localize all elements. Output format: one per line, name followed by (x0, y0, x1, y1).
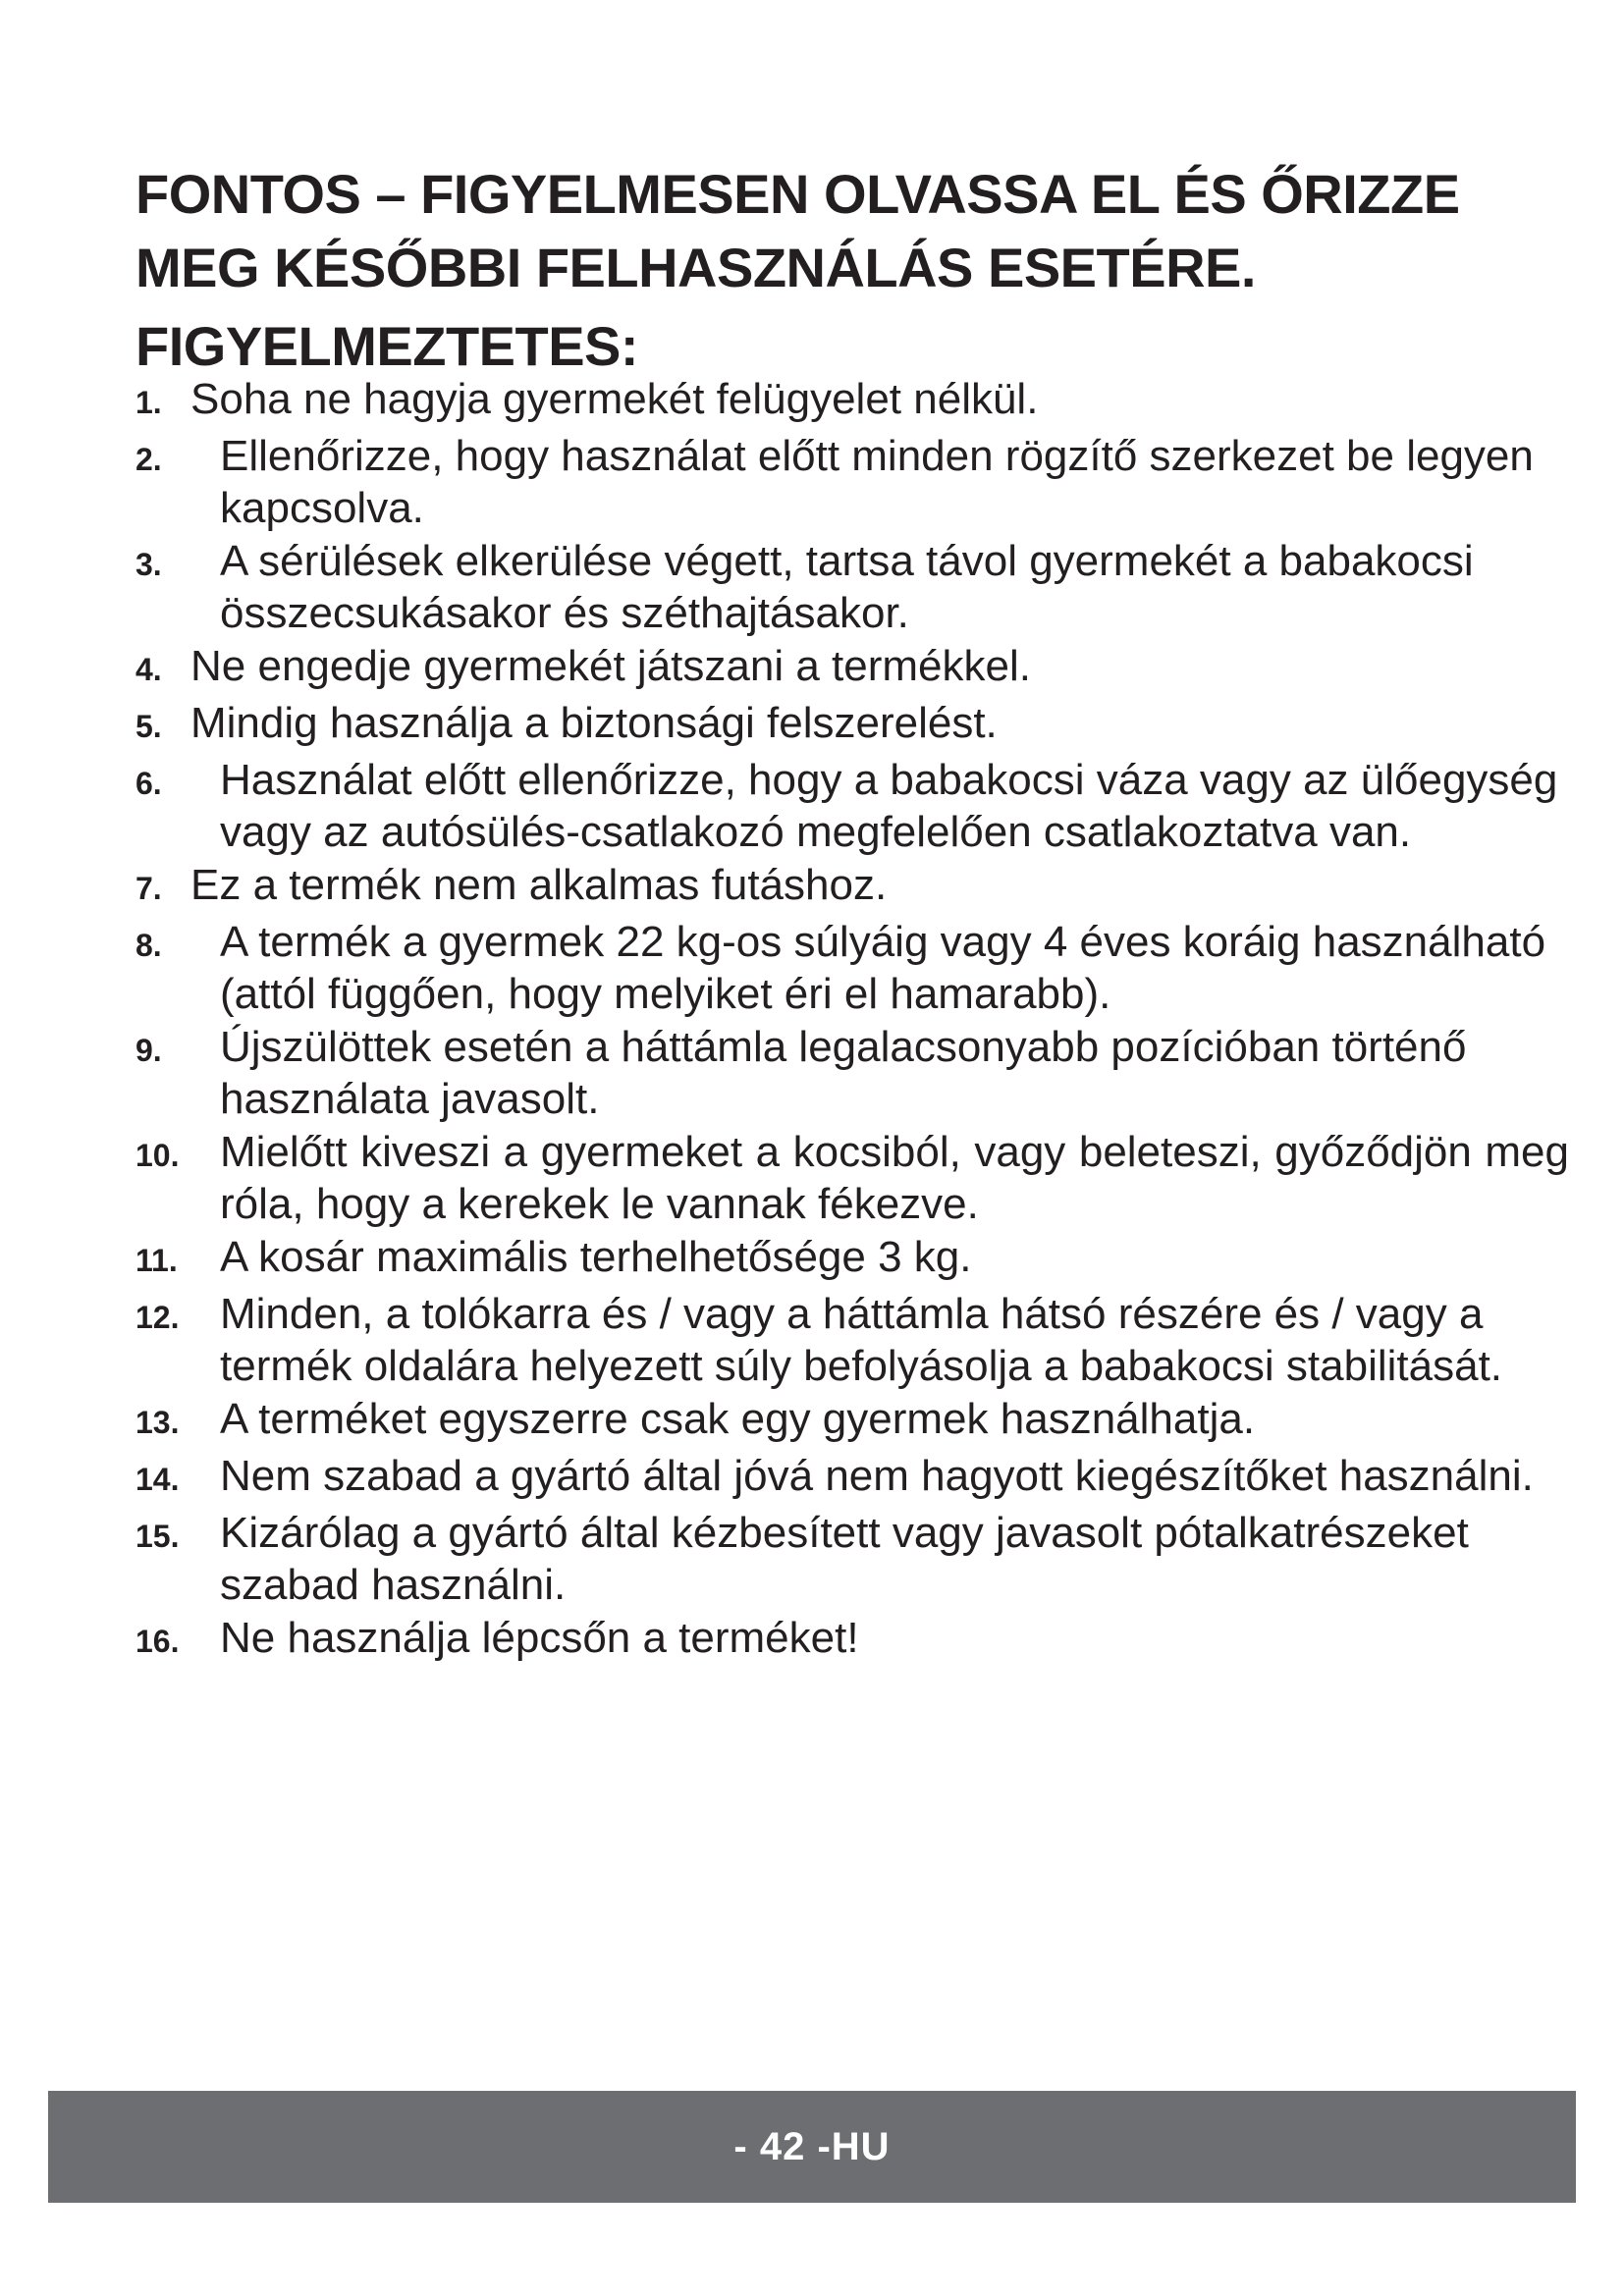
footer-bar (48, 2091, 1576, 2203)
item-number: 10. (135, 1138, 180, 1173)
item-text: Kizárólag a gyártó által kézbesített vagy javasolt pótalkatrészeket szabad használni. (220, 1509, 1469, 1609)
item-number: 12. (135, 1300, 180, 1335)
item-number: 14. (135, 1462, 180, 1497)
item-number: 6. (135, 766, 162, 801)
page-title (135, 157, 1549, 304)
list-item (135, 1231, 1569, 1287)
list-item (135, 697, 1569, 753)
item-number: 2. (135, 442, 162, 477)
item-text: A terméket egyszerre csak egy gyermek használhatja. (220, 1395, 1256, 1443)
item-number: 5. (135, 709, 162, 744)
item-text: Ne engedje gyermekét játszani a termékkel. (190, 642, 1031, 690)
item-text: A sérülések elkerülése végett, tartsa távol gyermekét a babakocsi összecsukásakor és széthajtásakor. (220, 537, 1474, 637)
list-item (135, 640, 1569, 696)
list-item (135, 754, 1569, 858)
item-text: Ne használja lépcsőn a terméket! (220, 1614, 859, 1662)
warning-list (135, 373, 1569, 1669)
item-text: Minden, a tolókarra és / vagy a háttámla hátsó részére és / vagy a termék oldalára helyezett súly befolyásolja a babakocsi stabilitását. (220, 1290, 1503, 1390)
item-text: Ellenőrizze, hogy használat előtt minden rögzítő szerkezet be legyen kapcsolva. (220, 432, 1534, 532)
list-item (135, 1450, 1569, 1506)
item-number: 15. (135, 1519, 180, 1554)
list-item (135, 1612, 1569, 1668)
item-text: Soha ne hagyja gyermekét felügyelet nélkül. (190, 375, 1039, 423)
item-text: A termék a gyermek 22 kg-os súlyáig vagy 4 éves koráig használható (attól függően, hogy melyiket éri el hamarabb). (220, 918, 1546, 1018)
page-number: - 42 -HU (733, 2124, 891, 2168)
list-item (135, 1393, 1569, 1449)
list-item (135, 535, 1569, 639)
item-number: 8. (135, 928, 162, 963)
list-item (135, 1126, 1569, 1230)
item-number: 16. (135, 1624, 180, 1659)
item-text: Ez a termék nem alkalmas futáshoz. (190, 861, 888, 909)
list-item (135, 1507, 1569, 1611)
item-text: Nem szabad a gyártó által jóvá nem hagyott kiegészítőket használni. (220, 1452, 1534, 1500)
item-text: Újszülöttek esetén a háttámla legalacsonyabb pozícióban történő használata javasolt. (220, 1023, 1467, 1123)
item-text: Mielőtt kiveszi a gyermeket a kocsiból, vagy beleteszi, győződjön meg róla, hogy a kerekek le vannak fékezve. (220, 1128, 1569, 1228)
item-number: 4. (135, 652, 162, 687)
item-text: Használat előtt ellenőrizze, hogy a babakocsi váza vagy az ülőegység vagy az autósülés-csatlakozó megfelelően csatlakoztatva van. (220, 756, 1558, 856)
item-number: 7. (135, 871, 162, 906)
list-item (135, 373, 1569, 429)
title-line-2: MEG KÉSŐBBI FELHASZNÁLÁS ESETÉRE. (135, 237, 1256, 298)
item-text: Mindig használja a biztonsági felszerelést. (190, 699, 998, 747)
item-number: 11. (135, 1243, 178, 1278)
item-number: 13. (135, 1405, 180, 1440)
item-text: A kosár maximális terhelhetősége 3 kg. (220, 1233, 972, 1281)
list-item (135, 430, 1569, 534)
list-item (135, 1288, 1569, 1392)
list-item (135, 859, 1569, 915)
item-number: 9. (135, 1033, 162, 1068)
list-item (135, 916, 1569, 1020)
item-number: 1. (135, 385, 162, 420)
item-number: 3. (135, 547, 162, 582)
title-line-1: FONTOS – FIGYELMESEN OLVASSA EL ÉS ŐRIZZE (135, 163, 1460, 225)
warning-heading: FIGYELMEZTETES: (135, 315, 639, 377)
list-item (135, 1021, 1569, 1125)
